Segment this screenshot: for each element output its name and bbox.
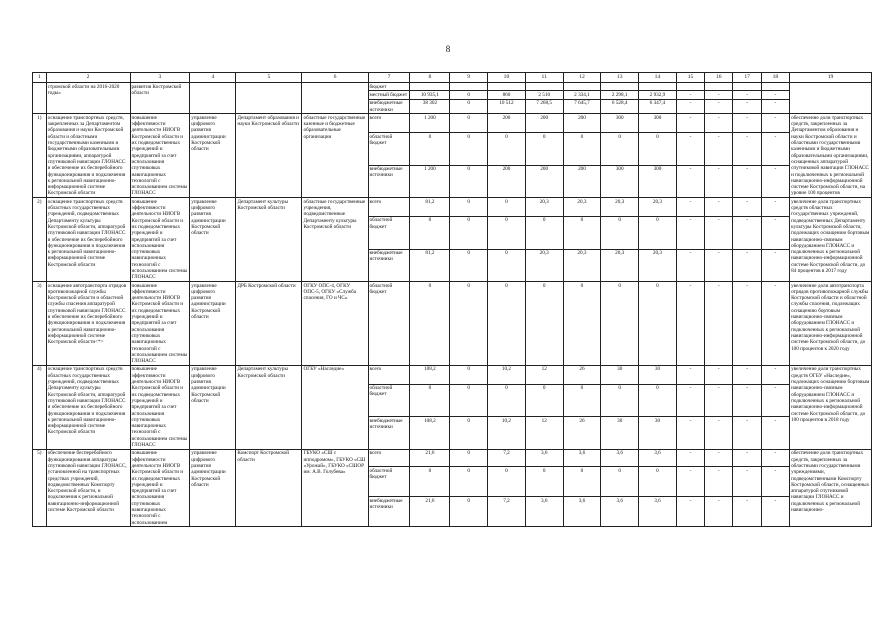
amount-cell: 0 xyxy=(410,216,450,249)
amount-cell: - xyxy=(733,114,761,133)
amount-cell: 200 xyxy=(488,114,526,133)
table-body xyxy=(33,73,872,527)
amount-cell: - xyxy=(676,365,704,384)
measure-cell: оснащение транспортных средств областных государственных учреждений, подведомственных Департаменту культуры Костромской области, аппаратурой спутниковой навигации ГЛОНАСС и обеспечение их бесперебойного функционирования и подключения к региональной навигационно-информационной системе Костромской области xyxy=(46,365,130,449)
amount-cell: - xyxy=(733,198,761,217)
amount-cell: - xyxy=(705,282,733,366)
goal-cell: повышение эффективности деятельности НИОГВ Костромской области и их подведомственных учреждений и предприятий за счет использования спутниковых навигационных технологий с использованием системы ГЛОНАСС xyxy=(130,282,190,366)
measure-cell: стромской области на 2016-2020 годы» xyxy=(46,83,130,114)
funding-source-cell: всего xyxy=(368,449,410,466)
amount-cell: - xyxy=(676,165,704,198)
executor-cell: Департамент культуры Костромской области xyxy=(236,198,302,282)
indicator-cell: увеличение доли автотранспорта отрядов противопожарной службы Костромской области и областной службы спасения, подлежащих оснащению бортовым навигационно-связным оборудованием ГЛОНАСС и подключенных к региональной навигационно-информационной системе Костромской области, до 100 процентов к 2020 году xyxy=(790,282,872,366)
amount-cell: 0 xyxy=(450,91,488,99)
amount-cell: - xyxy=(705,467,733,497)
amount-cell: 1 200 xyxy=(410,165,450,198)
amount-cell: 3,6 xyxy=(563,449,601,466)
amount-cell: - xyxy=(705,497,733,527)
amount-cell: 0 xyxy=(450,497,488,527)
amount-cell: - xyxy=(733,216,761,249)
funding-source-cell: областной бюджет xyxy=(368,282,410,366)
amount-cell xyxy=(761,83,789,91)
coordinator-cell: управление цифрового развития администрации Костромской области xyxy=(190,198,236,282)
funding-source-cell: областной бюджет xyxy=(368,467,410,497)
amount-cell: 0 xyxy=(450,99,488,114)
amount-cell: 21,6 xyxy=(410,449,450,466)
amount-cell: - xyxy=(676,99,704,114)
amount-cell: 0 xyxy=(601,282,639,366)
amount-cell: - xyxy=(676,216,704,249)
goal-cell: развития Костромской области xyxy=(130,83,190,114)
funding-source-cell: областной бюджет xyxy=(368,384,410,417)
amount-cell: 200 xyxy=(488,165,526,198)
column-number-cell: 18 xyxy=(761,73,789,83)
amount-cell: 300 xyxy=(601,165,639,198)
amount-cell: 0 xyxy=(525,216,563,249)
amount-cell: - xyxy=(676,282,704,366)
amount-cell: - xyxy=(733,91,761,99)
amount-cell: 0 xyxy=(639,467,677,497)
amount-cell: 0 xyxy=(639,384,677,417)
amount-cell: - xyxy=(761,497,789,527)
column-number-cell: 8 xyxy=(410,73,450,83)
amount-cell: 0 xyxy=(450,365,488,384)
amount-cell: - xyxy=(733,249,761,282)
amount-cell: 20,3 xyxy=(563,249,601,282)
column-number-cell: 11 xyxy=(525,73,563,83)
amount-cell: 0 xyxy=(525,384,563,417)
indicator-cell xyxy=(790,83,872,114)
amount-cell: 0 xyxy=(525,282,563,366)
funding-source-cell: областной бюджет xyxy=(368,133,410,166)
amount-cell: 0 xyxy=(525,467,563,497)
amount-cell: 0 xyxy=(450,282,488,366)
amount-cell: 20,3 xyxy=(601,249,639,282)
amount-cell: 26 xyxy=(563,417,601,450)
amount-cell: 200 xyxy=(525,165,563,198)
amount-cell: 0 xyxy=(563,384,601,417)
amount-cell: 7 645,7 xyxy=(563,99,601,114)
amount-cell: 1 200 xyxy=(410,114,450,133)
coordinator-cell: управление цифрового развития администрации Костромской области xyxy=(190,365,236,449)
program-table xyxy=(32,72,872,527)
amount-cell: - xyxy=(733,467,761,497)
amount-cell xyxy=(733,83,761,91)
amount-cell: 7 268,5 xyxy=(525,99,563,114)
amount-cell: 0 xyxy=(410,133,450,166)
amount-cell xyxy=(676,83,704,91)
amount-cell: - xyxy=(705,198,733,217)
amount-cell: 0 xyxy=(450,114,488,133)
amount-cell: 0 xyxy=(563,282,601,366)
amount-cell: - xyxy=(761,99,789,114)
measure-cell: обеспечение бесперебойного функционирования аппаратуры спутниковой навигации ГЛОНАСС, установленной на транспортных средствах учреждений, подведомственных Комспорту Костромской области, и подключения к региональной навигационно-информационной системе Костромской области xyxy=(46,449,130,527)
amount-cell: 6 347,4 xyxy=(639,99,677,114)
amount-cell: - xyxy=(705,114,733,133)
header-row xyxy=(33,73,872,83)
amount-cell: 200 xyxy=(563,165,601,198)
amount-cell: - xyxy=(705,99,733,114)
table-row xyxy=(33,83,872,91)
funding-source-cell: областной бюджет xyxy=(368,216,410,249)
amount-cell: 0 xyxy=(563,216,601,249)
funding-source-cell: местный бюджет xyxy=(368,91,410,99)
amount-cell: - xyxy=(761,467,789,497)
executor-cell: Департамент образования и науки Костромской области xyxy=(236,114,302,198)
amount-cell: 0 xyxy=(450,216,488,249)
column-number-cell: 7 xyxy=(368,73,410,83)
amount-cell: - xyxy=(733,497,761,527)
amount-cell: - xyxy=(705,249,733,282)
amount-cell: - xyxy=(705,91,733,99)
amount-cell: 30 xyxy=(639,417,677,450)
amount-cell: 0 xyxy=(488,384,526,417)
amount-cell: 26 xyxy=(563,365,601,384)
row-number-cell: 5) xyxy=(33,449,47,527)
coordinator-cell: управление цифрового развития администрации Костромской области xyxy=(190,449,236,527)
row-number-cell: 3) xyxy=(33,282,47,366)
amount-cell: 20,3 xyxy=(525,249,563,282)
goal-cell: повышение эффективности деятельности НИОГВ Костромской области и их подведомственных учреждений и предприятий за счет использования спутниковых навигационных технологий с использованием xyxy=(130,449,190,527)
amount-cell: 0 xyxy=(563,133,601,166)
amount-cell: 0 xyxy=(450,467,488,497)
column-number-cell: 3 xyxy=(130,73,190,83)
amount-cell: 0 xyxy=(639,133,677,166)
measure-cell: оснащение автотранспорта отрядов противопожарной службы Костромской области и областной службы спасения аппаратурой спутниковой навигации ГЛОНАСС и обеспечение их бесперебойного функционирования и подключения к региональной навигационно-информационной системе Костромской области<*> xyxy=(46,282,130,366)
table-row xyxy=(33,198,872,217)
amount-cell: - xyxy=(676,449,704,466)
amount-cell: 0 xyxy=(601,133,639,166)
amount-cell: 0 xyxy=(410,282,450,366)
amount-cell: 0 xyxy=(488,467,526,497)
amount-cell: 300 xyxy=(639,114,677,133)
column-number-cell: 4 xyxy=(190,73,236,83)
amount-cell: - xyxy=(676,198,704,217)
amount-cell: 3,6 xyxy=(639,497,677,527)
funding-source-cell: всего xyxy=(368,198,410,217)
column-number-cell: 14 xyxy=(639,73,677,83)
executor-cell xyxy=(236,83,302,114)
amount-cell: 0 xyxy=(450,417,488,450)
column-number-cell: 2 xyxy=(46,73,130,83)
amount-cell: 12 xyxy=(525,365,563,384)
amount-cell: 30 xyxy=(639,365,677,384)
amount-cell: 2 298,1 xyxy=(601,91,639,99)
amount-cell: - xyxy=(761,133,789,166)
participant-cell xyxy=(302,83,368,114)
funding-source-cell: бюджет xyxy=(368,83,410,91)
funding-source-cell: всего xyxy=(368,114,410,133)
amount-cell: 0 xyxy=(488,216,526,249)
participant-cell: ОГБУ «Наследие» xyxy=(302,365,368,449)
participant-cell: ГБУКО «СШ с ипподромом», ГБУКО «СШ «Урожай», ГБУКО «СШОР им. А.В. Голубева» xyxy=(302,449,368,527)
amount-cell: - xyxy=(676,497,704,527)
column-number-cell: 10 xyxy=(488,73,526,83)
column-number-cell: 13 xyxy=(601,73,639,83)
amount-cell: 6 528,4 xyxy=(601,99,639,114)
indicator-cell: обеспечение доли транспортных средств, закрепленных за Департаментом образования и науки Костромской области и областными государственными казенными и бюджетными образовательными организациями, оснащенных аппаратурой спутниковой навигации ГЛОНАСС и подключенных к региональной навигационно-информационной системе Костромской области, на уровне 100 процентов xyxy=(790,114,872,198)
table-row xyxy=(33,365,872,384)
row-number-cell: 1) xyxy=(33,114,47,198)
row-number-cell: 2) xyxy=(33,198,47,282)
amount-cell: 7,2 xyxy=(488,497,526,527)
amount-cell: - xyxy=(676,114,704,133)
amount-cell: 3,6 xyxy=(525,497,563,527)
amount-cell: - xyxy=(733,384,761,417)
amount-cell: 0 xyxy=(410,467,450,497)
column-number-cell: 17 xyxy=(733,73,761,83)
amount-cell: 0 xyxy=(450,449,488,466)
column-number-cell: 1 xyxy=(33,73,47,83)
amount-cell: 2 932,9 xyxy=(639,91,677,99)
indicator-cell: увеличение доли транспортных средств ОГБУ «Наследие», подлежащих оснащению бортовым навигационно-связным оборудованием ГЛОНАСС и подключенных к региональной навигационно-информационной системе Костромской области, до 100 процентов в 2018 году xyxy=(790,365,872,449)
participant-cell: ОГКУ ОПС-4, ОГКУ ОПС-5, ОГКУ «Служба спасения, ГО и ЧС» xyxy=(302,282,368,366)
coordinator-cell: управление цифрового развития администрации Костромской области xyxy=(190,114,236,198)
table-row xyxy=(33,449,872,466)
amount-cell xyxy=(601,83,639,91)
executor-cell: Комспорт Костромской области xyxy=(236,449,302,527)
coordinator-cell xyxy=(190,83,236,114)
amount-cell: 12 xyxy=(525,417,563,450)
amount-cell: - xyxy=(676,249,704,282)
indicator-cell: увеличение доли транспортных средств областных государственных учреждений, подведомственных Департаменту культуры Костромской области, подлежащих оснащению бортовым навигационно-связным оборудованием ГЛОНАСС и подключенных к региональной навигационно-информационной системе Костромской области, до 84 процентов в 2017 году xyxy=(790,198,872,282)
column-number-cell: 15 xyxy=(676,73,704,83)
participant-cell: областные государственные казенные и бюджетные образовательные организации xyxy=(302,114,368,198)
amount-cell: 0 xyxy=(450,249,488,282)
amount-cell xyxy=(410,83,450,91)
amount-cell: - xyxy=(733,165,761,198)
amount-cell: - xyxy=(705,216,733,249)
amount-cell: 0 xyxy=(450,165,488,198)
amount-cell: - xyxy=(733,99,761,114)
column-number-cell: 5 xyxy=(236,73,302,83)
column-number-cell: 12 xyxy=(563,73,601,83)
amount-cell: - xyxy=(761,198,789,217)
amount-cell: - xyxy=(676,384,704,417)
executor-cell: ДРБ Костромской области xyxy=(236,282,302,366)
amount-cell: - xyxy=(705,165,733,198)
amount-cell: 81,2 xyxy=(410,198,450,217)
goal-cell: повышение эффективности деятельности НИОГВ Костромской области и их подведомственных учреждений и предприятий за счет использования спутниковых навигационных технологий с использованием системы ГЛОНАСС xyxy=(130,365,190,449)
page-number: 8 xyxy=(445,44,451,54)
amount-cell: - xyxy=(761,449,789,466)
amount-cell: 0 xyxy=(488,249,526,282)
amount-cell: - xyxy=(761,165,789,198)
amount-cell: - xyxy=(733,282,761,366)
column-number-cell: 16 xyxy=(705,73,733,83)
amount-cell: 81,2 xyxy=(410,249,450,282)
column-number-cell: 9 xyxy=(450,73,488,83)
amount-cell: 20,3 xyxy=(563,198,601,217)
amount-cell: - xyxy=(705,133,733,166)
executor-cell: Департамент культуры Костромской области xyxy=(236,365,302,449)
amount-cell xyxy=(705,83,733,91)
amount-cell: 2 510 xyxy=(525,91,563,99)
amount-cell: - xyxy=(733,417,761,450)
amount-cell: 0 xyxy=(601,384,639,417)
amount-cell: - xyxy=(761,384,789,417)
amount-cell xyxy=(450,83,488,91)
amount-cell: 300 xyxy=(601,114,639,133)
row-number-cell xyxy=(33,83,47,114)
amount-cell: 10 512 xyxy=(488,99,526,114)
column-number-cell: 6 xyxy=(302,73,368,83)
amount-cell: 10 935,1 xyxy=(410,91,450,99)
amount-cell: - xyxy=(733,449,761,466)
amount-cell: 108,2 xyxy=(410,365,450,384)
measure-cell: оснащение транспортных средств, закрепленных за Департаментом образования и науки Костромской области и областными государственными казенными и бюджетными образовательными организациями, аппаратурой спутниковой навигации ГЛОНАСС и обеспечение их бесперебойного функционирования и подключения к региональной навигационно-информационной системе Костромской области xyxy=(46,114,130,198)
amount-cell: - xyxy=(705,365,733,384)
amount-cell: - xyxy=(761,249,789,282)
amount-cell: - xyxy=(676,467,704,497)
amount-cell: 0 xyxy=(488,133,526,166)
participant-cell: областные государственные учреждения, подведомственные Департаменту культуры Костромской области xyxy=(302,198,368,282)
funding-source-cell: внебюджетные источники xyxy=(368,165,410,198)
table-row xyxy=(33,282,872,366)
amount-cell: 0 xyxy=(639,216,677,249)
amount-cell: 0 xyxy=(601,216,639,249)
amount-cell xyxy=(639,83,677,91)
funding-source-cell: внебюджетные источники xyxy=(368,249,410,282)
amount-cell: 7,2 xyxy=(488,449,526,466)
amount-cell: 38 302 xyxy=(410,99,450,114)
amount-cell: 200 xyxy=(525,114,563,133)
amount-cell: 3,6 xyxy=(563,497,601,527)
amount-cell: 0 xyxy=(488,282,526,366)
measure-cell: оснащение транспортных средств областных государственных учреждений, подведомственных Департаменту культуры Костромской области, аппаратурой спутниковой навигации ГЛОНАСС и обеспечение их бесперебойного функционирования и подключения к региональной навигационно-информационной системе Костромской области xyxy=(46,198,130,282)
goal-cell: повышение эффективности деятельности НИОГВ Костромской области и их подведомственных учреждений и предприятий за счет использования спутниковых навигационных технологий с использованием системы ГЛОНАСС xyxy=(130,198,190,282)
amount-cell: - xyxy=(676,133,704,166)
amount-cell: 108,2 xyxy=(410,417,450,450)
amount-cell: 200 xyxy=(563,114,601,133)
funding-source-cell: всего xyxy=(368,365,410,384)
funding-source-cell: внебюджетные источники xyxy=(368,417,410,450)
amount-cell: 30 xyxy=(601,365,639,384)
goal-cell: повышение эффективности деятельности НИОГВ Костромской области и их подведомственных учреждений и предприятий за счет использования спутниковых навигационных технологий с использованием системы ГЛОНАСС xyxy=(130,114,190,198)
amount-cell xyxy=(525,83,563,91)
amount-cell: 860 xyxy=(488,91,526,99)
amount-cell: 0 xyxy=(563,467,601,497)
amount-cell: 10,2 xyxy=(488,365,526,384)
coordinator-cell: управление цифрового развития администрации Костромской области xyxy=(190,282,236,366)
row-number-cell: 4) xyxy=(33,365,47,449)
column-number-cell: 19 xyxy=(790,73,872,83)
amount-cell: 2 334,1 xyxy=(563,91,601,99)
amount-cell: 3,6 xyxy=(601,497,639,527)
amount-cell: 0 xyxy=(488,198,526,217)
amount-cell: - xyxy=(733,133,761,166)
amount-cell: 0 xyxy=(450,384,488,417)
amount-cell: - xyxy=(761,417,789,450)
amount-cell: - xyxy=(705,384,733,417)
amount-cell: - xyxy=(733,365,761,384)
amount-cell xyxy=(563,83,601,91)
amount-cell xyxy=(488,83,526,91)
amount-cell: - xyxy=(761,282,789,366)
funding-source-cell: внебюджетные источники xyxy=(368,497,410,527)
funding-source-cell: внебюджетные источники xyxy=(368,99,410,114)
table-row xyxy=(33,114,872,133)
amount-cell: - xyxy=(761,365,789,384)
amount-cell: 0 xyxy=(601,467,639,497)
indicator-cell: обеспечение доли транспортных средств, закрепленных за областными государственными учреждениями, подведомственными Комспорту Костромской области, оснащенных аппаратурой спутниковой навигации ГЛОНАСС и подключенных к региональной навигационно- xyxy=(790,449,872,527)
amount-cell: - xyxy=(676,91,704,99)
amount-cell: 0 xyxy=(450,198,488,217)
amount-cell: 3,6 xyxy=(525,449,563,466)
amount-cell: 10,2 xyxy=(488,417,526,450)
amount-cell: - xyxy=(761,114,789,133)
amount-cell: 0 xyxy=(639,282,677,366)
amount-cell: - xyxy=(761,91,789,99)
amount-cell: 0 xyxy=(410,384,450,417)
amount-cell: 20,3 xyxy=(639,249,677,282)
amount-cell: 0 xyxy=(450,133,488,166)
amount-cell: 0 xyxy=(525,133,563,166)
amount-cell: - xyxy=(761,216,789,249)
amount-cell: 21,6 xyxy=(410,497,450,527)
amount-cell: 300 xyxy=(639,165,677,198)
amount-cell: 3,6 xyxy=(601,449,639,466)
amount-cell: 30 xyxy=(601,417,639,450)
amount-cell: 3,6 xyxy=(639,449,677,466)
amount-cell: 20,3 xyxy=(639,198,677,217)
amount-cell: 20,3 xyxy=(525,198,563,217)
amount-cell: - xyxy=(676,417,704,450)
amount-cell: 20,3 xyxy=(601,198,639,217)
amount-cell: - xyxy=(705,417,733,450)
amount-cell: - xyxy=(705,449,733,466)
